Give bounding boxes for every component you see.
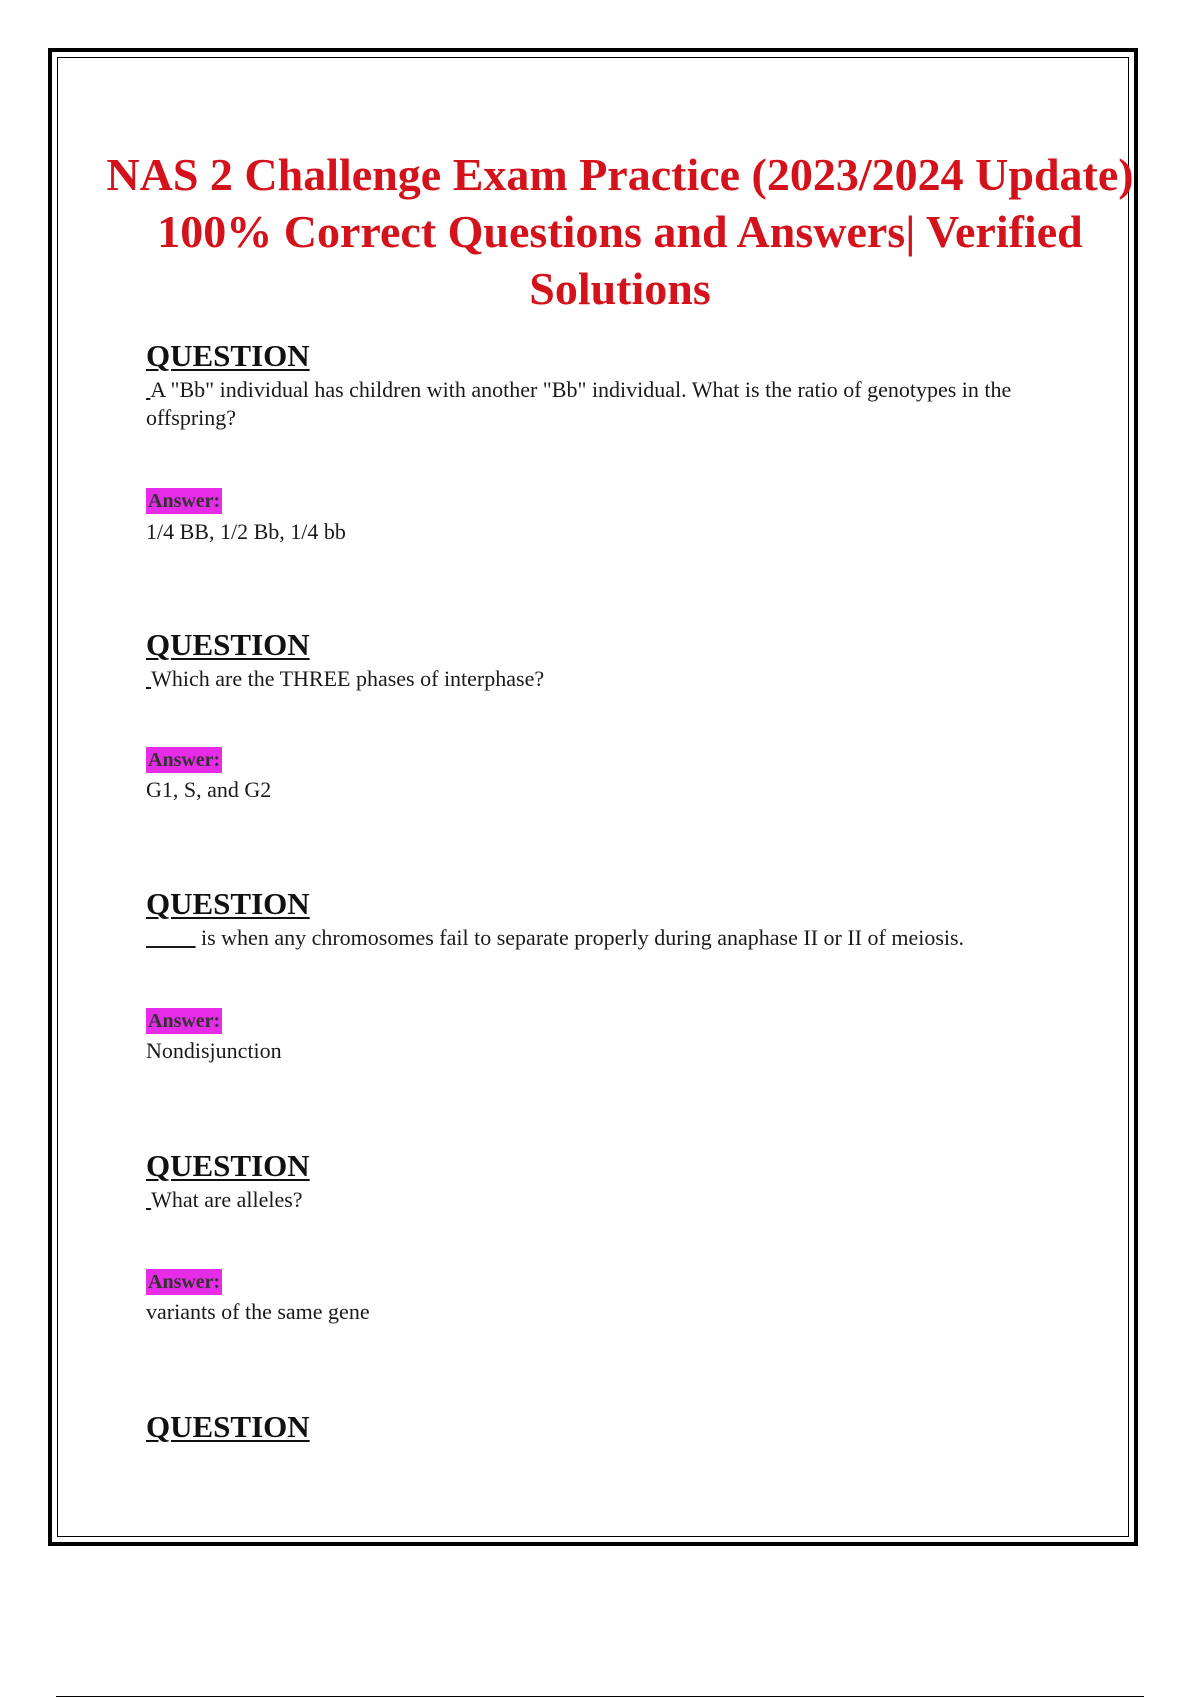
answer-text: variants of the same gene <box>146 1299 370 1324</box>
answer-label: Answer: <box>148 749 221 771</box>
question-body: Which are the THREE phases of interphase? <box>151 666 545 691</box>
question-blank: ____ <box>146 925 196 950</box>
document-title: NAS 2 Challenge Exam Practice (2023/2024 Update) 100% Correct Questions and Answers| Verified Solutions <box>106 149 1134 314</box>
question-heading: QUESTION <box>146 1409 310 1444</box>
answer-label: Answer: <box>148 490 221 512</box>
question-heading: QUESTION <box>146 886 310 921</box>
question-heading: QUESTION <box>146 1148 310 1183</box>
question-text <box>146 376 1076 432</box>
question-text <box>146 1186 1076 1214</box>
question-heading: QUESTION <box>146 627 310 662</box>
question-body: What are alleles? <box>151 1187 303 1212</box>
qa-item <box>146 1148 1076 1324</box>
question-body: A "Bb" individual has children with another "Bb" individual. What is the ratio of genotypes in the offspring? <box>146 377 1012 430</box>
question-text <box>146 924 1076 952</box>
footer-divider <box>56 1696 1144 1697</box>
answer-label: Answer: <box>148 1271 221 1293</box>
qa-item <box>146 627 1076 802</box>
answer-label: Answer: <box>148 1010 221 1032</box>
qa-item <box>146 1411 1076 1443</box>
answer-text: G1, S, and G2 <box>146 777 272 802</box>
answer-text: Nondisjunction <box>146 1038 282 1063</box>
question-body: is when any chromosomes fail to separate properly during anaphase II or II of meiosis. <box>195 925 965 950</box>
qa-item <box>146 886 1076 1063</box>
question-heading: QUESTION <box>146 338 310 373</box>
answer-text: 1/4 BB, 1/2 Bb, 1/4 bb <box>146 519 346 544</box>
question-text <box>146 665 1076 693</box>
qa-item <box>146 338 1076 544</box>
